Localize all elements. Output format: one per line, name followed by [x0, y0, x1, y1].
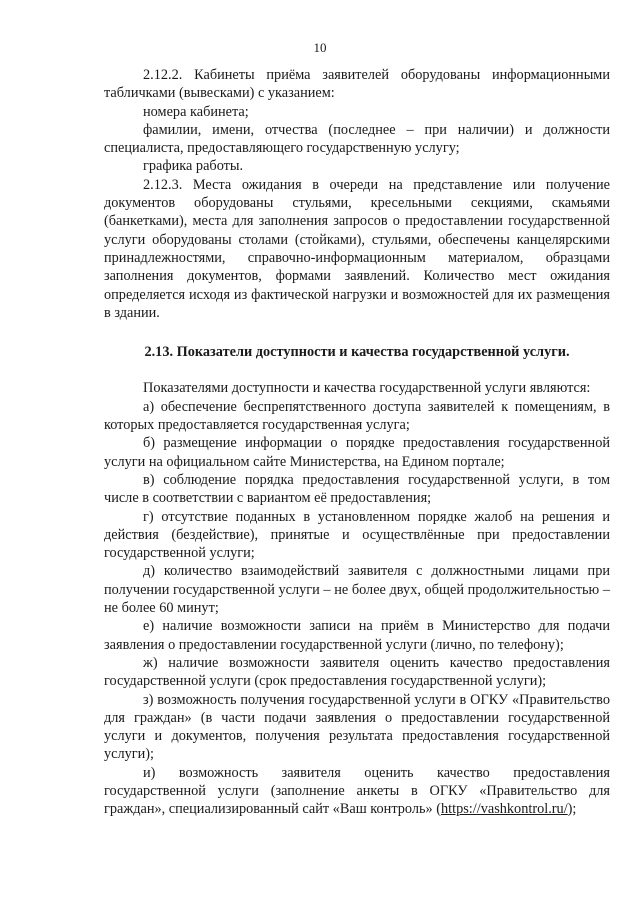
list-item-i	[104, 764, 610, 819]
list-item-a: а) обеспечение беспрепятственного доступа заявителей к помещениям, в которых предоставляется государственная услуга;	[104, 398, 610, 434]
paragraph-intro: Показателями доступности и качества государственной услуги являются:	[143, 380, 591, 397]
list-item-i-tail: );	[567, 801, 577, 818]
list-item-i-text: и) возможность заявителя оценить качество предоставления государственной услуги (заполнение анкеты в ОГКУ «Правительство для граждан», специализированный сайт «Ваш контроль» (	[104, 764, 610, 818]
paragraph-work-schedule: графика работы.	[143, 158, 244, 175]
vashkontrol-link[interactable]: https://vashkontrol.ru/	[440, 801, 568, 818]
paragraph-2-12-3: 2.12.3. Места ожидания в очереди на представление или получение документов оборудованы стульями, кресельными секциями, скамьями (банкетками), места для заполнения запросов о предоставлении государственной услуги оборудованы столами (стойками), стульями, обеспечены канцелярскими принадлежностями, справочно-информационным материалом, образцами заполнения документов, формами заявлений. Количество мест ожидания определяется исходя из фактической нагрузки и возможностей для их размещения в здании.	[104, 176, 610, 321]
list-item-e: е) наличие возможности записи на приём в Министерство для подачи заявления о предоставлении государственной услуги (лично, по телефону);	[104, 618, 610, 653]
list-item-v: в) соблюдение порядка предоставления государственной услуги, в том числе в соответствии с вариантом её предоставления;	[104, 471, 610, 507]
page-number: 10	[313, 40, 327, 55]
paragraph-2-12-2: 2.12.2. Кабинеты приёма заявителей оборудованы информационными табличками (вывесками) с указанием:	[104, 67, 610, 102]
section-heading-2-13: 2.13. Показатели доступности и качества государственной услуги.	[144, 344, 570, 361]
list-item-z: з) возможность получения государственной услуги в ОГКУ «Правительство для граждан» (в части подачи заявления о предоставлении государственной услуги и документов, получения результата предоставления государственной услуги);	[104, 691, 610, 763]
paragraph-specialist-name: фамилии, имени, отчества (последнее – при наличии) и должности специалиста, предоставляющего государственную услугу;	[104, 121, 610, 157]
paragraph-room-number: номера кабинета;	[143, 103, 249, 120]
list-item-b: б) размещение информации о порядке предоставления государственной услуги на официальном сайте Министерства, на Едином портале;	[104, 435, 610, 470]
list-item-zh: ж) наличие возможности заявителя оценить качество предоставления государственной услуги (срок предоставления государственной услуги);	[104, 654, 610, 690]
list-item-g: г) отсутствие поданных в установленном порядке жалоб на решения и действия (бездействие), принятые и осуществлённые при предоставлении государственной услуги;	[104, 508, 610, 562]
list-item-d: д) количество взаимодействий заявителя с должностными лицами при получении государственной услуги – не более двух, общей продолжительностью – не более 60 минут;	[104, 563, 610, 617]
document-body	[104, 66, 610, 819]
